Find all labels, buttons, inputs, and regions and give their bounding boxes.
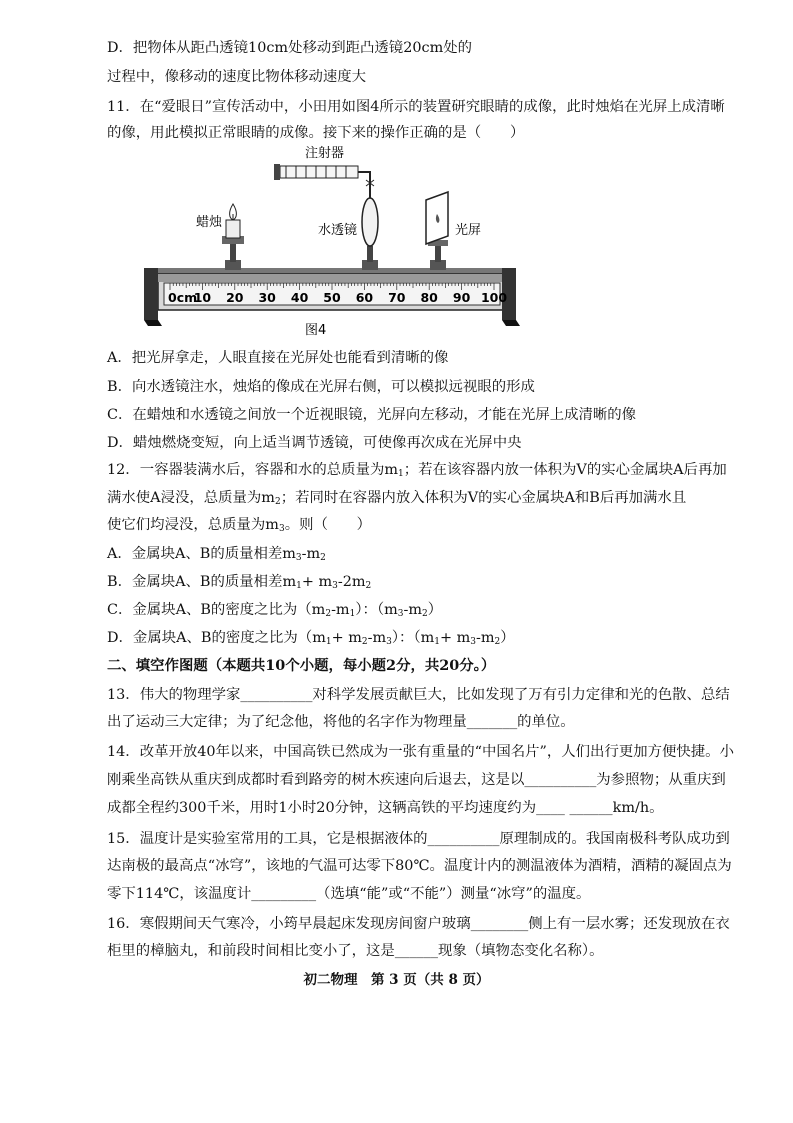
q12-stem-line-1: 12．一容器装满水后，容器和水的总质量为$m_1$；若在该容器内放一体积为V的实心金属块A后再加 [107, 462, 727, 479]
light-screen [426, 192, 448, 270]
q12-option-d: D．金属块A、B的密度之比为$(m_1+ m_2-m_3)$：$(m_1+ m_3-m_2)$ [107, 630, 515, 647]
ruler-tick-label: 20 [226, 290, 244, 305]
ruler-tick-label: 40 [290, 290, 309, 305]
label-water-lens: 水透镜 [318, 223, 358, 238]
syringe [274, 164, 370, 182]
text-line-m9: 16．寒假期间天气寒冷，小筠早晨起床发现房间窗户玻璃________侧上有一层水雾；还发现放在衣 [107, 916, 730, 932]
candle [222, 204, 244, 270]
ruler-tick-label: 90 [452, 290, 471, 305]
label-screen: 光屏 [455, 223, 482, 238]
text-line-m2: 出了运动三大定律；为了纪念他，将他的名字作为物理量_______的单位。 [107, 714, 575, 730]
text-line-m3: 14．改革开放40年以来，中国高铁已然成为一张有重量的“中国名片”，人们出行更加方便快捷。小 [107, 744, 734, 760]
ruler-tick-label: 0cm [168, 290, 198, 305]
ruler-tick-label: 50 [323, 290, 341, 305]
text-line-l4: 的像，用此模拟正常眼睛的成像。接下来的操作正确的是（ ） [107, 125, 525, 141]
text-line-l6: B．向水透镜注水，烛焰的像成在光屏右侧，可以模拟远视眼的形成 [107, 379, 535, 395]
ruler-tick-label: 30 [258, 290, 276, 305]
text-line-l5: A．把光屏拿走，人眼直接在光屏处也能看到清晰的像 [107, 350, 449, 366]
text-line-m4: 刚乘坐高铁从重庆到成都时看到路旁的树木疾速向后退去，这是以__________为参照物；从重庆到 [107, 772, 726, 788]
text-line-m5: 成都全程约300千米，用时1小时20分钟，这辆高铁的平均速度约为____ ______km/h。 [107, 800, 664, 816]
label-syringe: 注射器 [305, 146, 345, 161]
q12-option-b: B．金属块A、B的质量相差$m_1+ m_3-2m_2$ [107, 574, 372, 591]
ruler-tick-label: 100 [480, 290, 508, 305]
figure-caption: 图4 [305, 323, 327, 338]
text-line-m7: 达南极的最高点“冰穹”，该地的气温可达零下80℃。温度计内的测温液体为酒精，酒精的凝固点为 [107, 858, 732, 874]
ruler-tick-label: 60 [355, 290, 374, 305]
ruler-tick-label: 10 [193, 290, 212, 305]
text-line-l3: 11．在“爱眼日”宣传活动中，小田用如图4所示的装置研究眼睛的成像，此时烛焰在光屏上成清晰 [107, 99, 725, 115]
page-footer: 初二物理 第 3 页（共 8 页） [303, 972, 490, 988]
text-line-m6: 15．温度计是实验室常用的工具，它是根据液体的__________原理制成的。我国南极科考队成功到 [107, 831, 730, 847]
ruler-tick-label: 80 [420, 290, 438, 305]
ruler-tick-label: 70 [388, 290, 406, 305]
figure-4-optical-bench [130, 142, 530, 342]
q12-option-a: A．金属块A、B的质量相差$m_3-m_2$ [107, 546, 326, 563]
q12-stem-line-2: 满水使A浸没，总质量为$m_2$；若同时在容器内放入体积为V的实心金属块A和B后再加满水且 [107, 490, 687, 507]
text-line-m8: 零下114℃，该温度计_________（选填“能”或“不能”）测量“冰穹”的温度。 [107, 886, 591, 902]
text-line-l8: D．蜡烛燃烧变短，向上适当调节透镜，可使像再次成在光屏中央 [107, 435, 522, 451]
optical-bench-illustration [130, 142, 530, 342]
text-line-m1: 13．伟大的物理学家__________对科学发展贡献巨大，比如发现了万有引力定律和光的色散、总结 [107, 687, 730, 703]
water-lens [362, 180, 378, 270]
text-line-l7: C．在蜡烛和水透镜之间放一个近视眼镜，光屏向左移动，才能在光屏上成清晰的像 [107, 407, 637, 423]
q12-option-c: C．金属块A、B的密度之比为$(m_2-m_1)$：$(m_3-m_2)$ [107, 602, 443, 619]
label-candle: 蜡烛 [196, 215, 223, 230]
q12-stem-line-3: 使它们均浸没，总质量为$m_3$。则（ ） [107, 517, 372, 534]
text-line-m10: 柜里的樟脑丸，和前段时间相比变小了，这是______现象（填物态变化名称）。 [107, 943, 604, 959]
section-2-heading: 二、填空作图题（本题共10个小题，每小题2分，共20分。） [107, 657, 496, 674]
text-line-l1: D．把物体从距凸透镜10cm处移动到距凸透镜20cm处的 [107, 40, 472, 56]
text-line-l2: 过程中，像移动的速度比物体移动速度大 [107, 69, 367, 85]
